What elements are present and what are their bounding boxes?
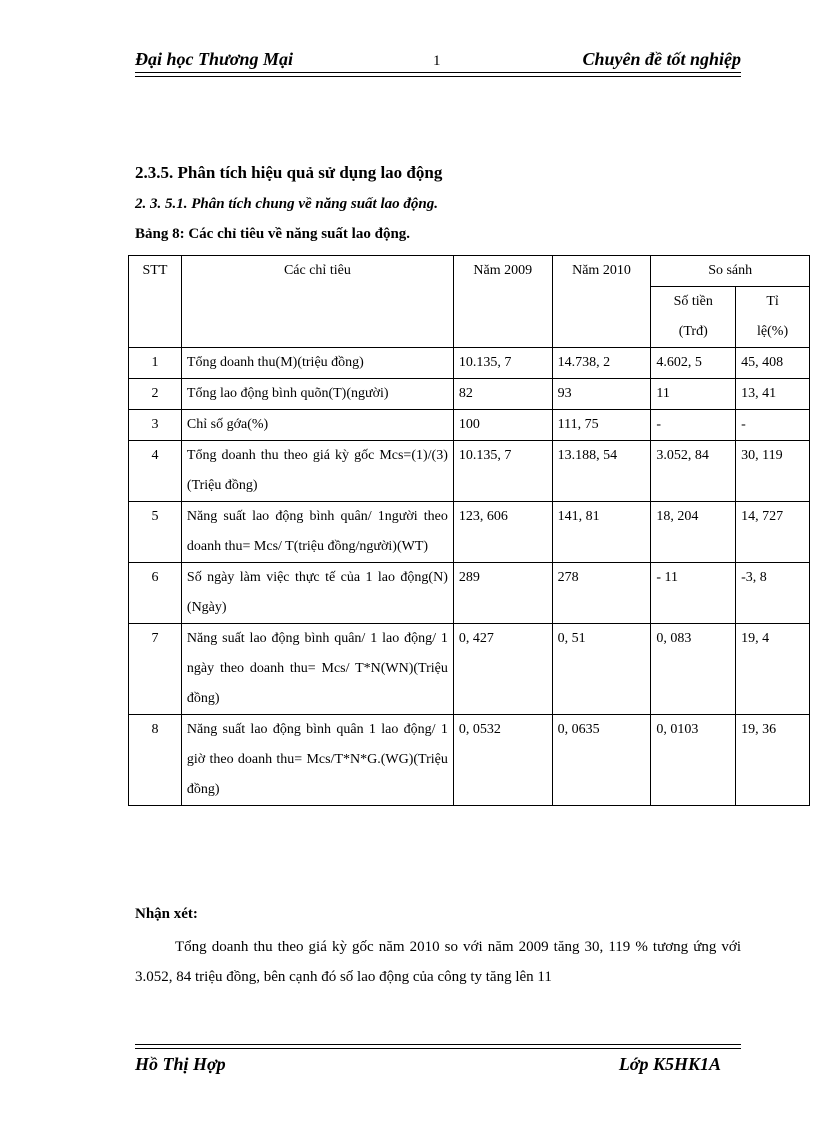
- row-value-2010: 13.188, 54: [552, 441, 651, 502]
- row-indicator: Chỉ số gớa(%): [181, 410, 453, 441]
- footer-class: Lớp K5HK1A: [618, 1054, 721, 1074]
- header-indicator: Các chỉ tiêu: [181, 256, 453, 348]
- row-stt: 8: [129, 715, 182, 806]
- row-ratio: -: [736, 410, 810, 441]
- table-row: [129, 502, 810, 563]
- row-value-2009: 10.135, 7: [453, 348, 552, 379]
- row-indicator: Số ngày làm việc thực tế của 1 lao động(N)(Ngày): [181, 563, 453, 624]
- row-value-2010: 0, 51: [552, 624, 651, 715]
- row-stt: 5: [129, 502, 182, 563]
- row-indicator: Tổng doanh thu(M)(triệu đồng): [181, 348, 453, 379]
- header-year-2010: Năm 2010: [552, 256, 651, 348]
- row-value-2010: 0, 0635: [552, 715, 651, 806]
- table-row: [129, 348, 810, 379]
- header-stt: STT: [129, 256, 182, 348]
- row-value-2009: 10.135, 7: [453, 441, 552, 502]
- row-ratio: 30, 119: [736, 441, 810, 502]
- row-indicator: Năng suất lao động bình quân/ 1 lao động/ 1 ngày theo doanh thu= Mcs/ T*N(WN)(Triệu đồng): [181, 624, 453, 715]
- row-value-2009: 289: [453, 563, 552, 624]
- row-value-2009: 82: [453, 379, 552, 410]
- table-caption: Bảng 8: Các chỉ tiêu về năng suất lao động.: [135, 226, 411, 242]
- header-thesis-label: Chuyên đề tốt nghiệp: [582, 49, 741, 69]
- header-ratio-unit: lệ(%): [736, 317, 810, 348]
- remark-title: Nhận xét:: [135, 906, 198, 922]
- productivity-table: [128, 255, 810, 806]
- table-header-row: [129, 256, 810, 287]
- row-ratio: 14, 727: [736, 502, 810, 563]
- header-amount: Số tiền: [651, 287, 736, 318]
- row-amount: 11: [651, 379, 736, 410]
- row-value-2009: 100: [453, 410, 552, 441]
- row-indicator: Tổng doanh thu theo giá kỳ gốc Mcs=(1)/(3)(Triệu đồng): [181, 441, 453, 502]
- row-amount: 0, 0103: [651, 715, 736, 806]
- remark-text: Tổng doanh thu theo giá kỳ gốc năm 2010 so với năm 2009 tăng 30, 119 % tương ứng với 3.052, 84 triệu đồng, bên cạnh đó số lao động của công ty tăng lên 11: [135, 939, 741, 985]
- row-value-2009: 0, 0532: [453, 715, 552, 806]
- section-title: 2.3.5. Phân tích hiệu quả sử dụng lao động: [135, 163, 443, 182]
- row-amount: - 11: [651, 563, 736, 624]
- row-value-2010: 141, 81: [552, 502, 651, 563]
- remark-paragraph: [135, 932, 741, 992]
- row-value-2009: 123, 606: [453, 502, 552, 563]
- row-stt: 3: [129, 410, 182, 441]
- row-indicator: Năng suất lao động bình quân 1 lao động/ 1 giờ theo doanh thu= Mcs/T*N*G.(WG)(Triệu đồng): [181, 715, 453, 806]
- header-amount-unit: (Trđ): [651, 317, 736, 348]
- table-row: [129, 715, 810, 806]
- row-amount: -: [651, 410, 736, 441]
- page-footer: [135, 1050, 741, 1080]
- row-amount: 4.602, 5: [651, 348, 736, 379]
- row-value-2010: 14.738, 2: [552, 348, 651, 379]
- footer-rule: [135, 1044, 741, 1049]
- row-stt: 4: [129, 441, 182, 502]
- table-row: [129, 379, 810, 410]
- row-ratio: 19, 4: [736, 624, 810, 715]
- subsection-title: 2. 3. 5.1. Phân tích chung về năng suất lao động.: [135, 196, 438, 212]
- row-stt: 6: [129, 563, 182, 624]
- row-value-2010: 111, 75: [552, 410, 651, 441]
- header-ratio: Tỉ: [736, 287, 810, 318]
- row-ratio: -3, 8: [736, 563, 810, 624]
- table-row: [129, 410, 810, 441]
- row-indicator: Tổng lao động bình quõn(T)(người): [181, 379, 453, 410]
- page-number: 1: [433, 53, 441, 69]
- row-stt: 2: [129, 379, 182, 410]
- row-stt: 7: [129, 624, 182, 715]
- header-school: Đại học Thương Mại: [135, 49, 293, 69]
- row-ratio: 13, 41: [736, 379, 810, 410]
- row-amount: 0, 083: [651, 624, 736, 715]
- row-value-2010: 278: [552, 563, 651, 624]
- row-amount: 3.052, 84: [651, 441, 736, 502]
- header-rule: [135, 72, 741, 77]
- page-header: [135, 46, 741, 74]
- footer-author: Hồ Thị Hợp: [135, 1054, 226, 1074]
- row-ratio: 45, 408: [736, 348, 810, 379]
- header-compare: So sánh: [651, 256, 810, 287]
- table-row: [129, 441, 810, 502]
- row-value-2009: 0, 427: [453, 624, 552, 715]
- row-value-2010: 93: [552, 379, 651, 410]
- row-amount: 18, 204: [651, 502, 736, 563]
- table-row: [129, 624, 810, 715]
- row-indicator: Năng suất lao động bình quân/ 1người theo doanh thu= Mcs/ T(triệu đồng/người)(WT): [181, 502, 453, 563]
- row-ratio: 19, 36: [736, 715, 810, 806]
- table-row: [129, 563, 810, 624]
- header-year-2009: Năm 2009: [453, 256, 552, 348]
- row-stt: 1: [129, 348, 182, 379]
